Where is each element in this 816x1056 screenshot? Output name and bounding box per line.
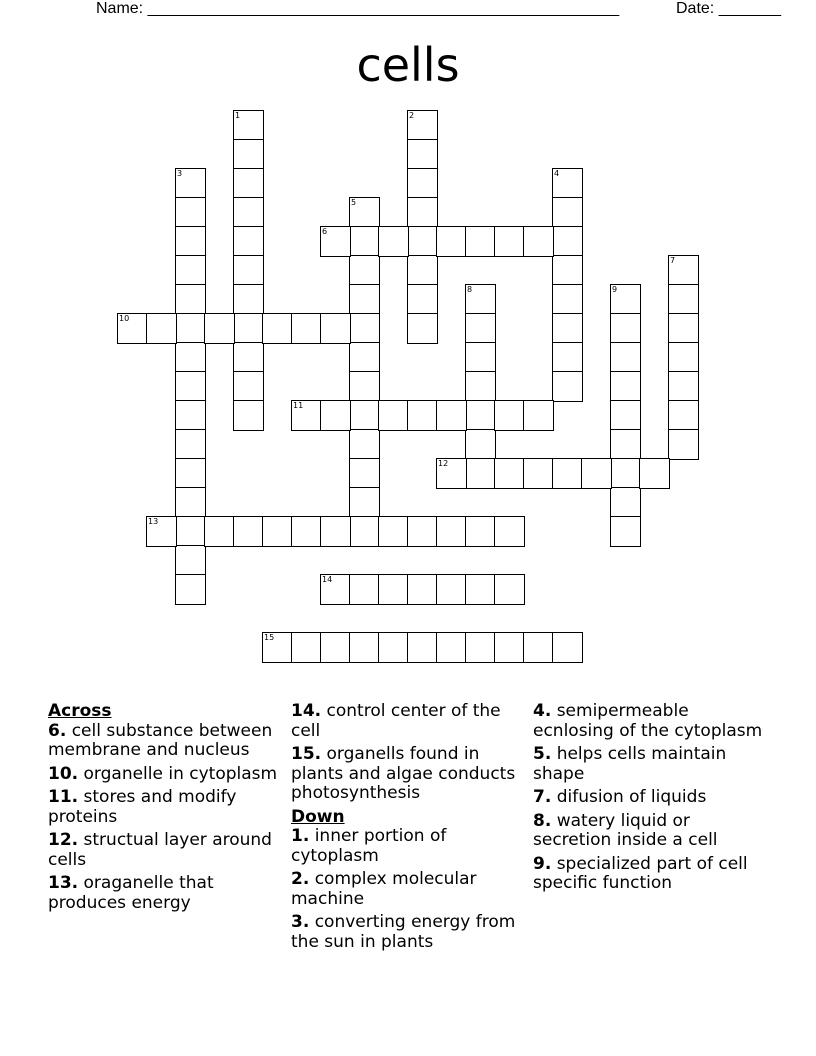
- crossword-cell[interactable]: [436, 632, 467, 663]
- clue-down-7: 7. difusion of liquids: [533, 787, 707, 807]
- crossword-cell[interactable]: [465, 429, 496, 460]
- crossword-cell[interactable]: [552, 371, 583, 402]
- crossword-cell[interactable]: [175, 487, 206, 518]
- crossword-cell[interactable]: [233, 139, 264, 170]
- crossword-cell[interactable]: [233, 400, 264, 431]
- crossword-cell[interactable]: [117, 313, 148, 344]
- crossword-cell[interactable]: [146, 516, 177, 547]
- clue-across-15: 15. organells found in plants and algae conducts photosynthesis: [291, 744, 516, 803]
- crossword-cell[interactable]: [465, 226, 496, 257]
- crossword-cell[interactable]: [465, 632, 496, 663]
- date-field-label: Date: _______: [676, 0, 781, 17]
- cell-number: 1: [235, 111, 241, 120]
- crossword-cell[interactable]: [581, 458, 612, 489]
- crossword-cell[interactable]: [494, 400, 525, 431]
- crossword-cell[interactable]: [523, 458, 554, 489]
- crossword-cell[interactable]: [668, 371, 699, 402]
- crossword-cell[interactable]: [668, 429, 699, 460]
- crossword-cell[interactable]: [175, 168, 206, 199]
- puzzle-title: cells: [356, 38, 460, 92]
- crossword-cell[interactable]: [233, 284, 264, 315]
- clue-across-13: 13. oraganelle that produces energy: [48, 873, 214, 913]
- clue-across-12: 12. structual layer around cells: [48, 830, 272, 870]
- crossword-cell[interactable]: [320, 574, 351, 605]
- clues-column-2: [291, 702, 526, 956]
- cell-number: 2: [409, 111, 415, 120]
- crossword-cell[interactable]: [552, 632, 583, 663]
- crossword-cell[interactable]: [349, 226, 380, 257]
- crossword-cell[interactable]: [175, 226, 206, 257]
- crossword-cell[interactable]: [349, 574, 380, 605]
- clues-column-1: [48, 702, 278, 917]
- crossword-cell[interactable]: [407, 255, 438, 286]
- crossword-cell[interactable]: [465, 400, 496, 431]
- crossword-cell[interactable]: [552, 255, 583, 286]
- clue-across-6: 6. cell substance between membrane and nucleus: [48, 720, 273, 760]
- clue-across-10: 10. organelle in cytoplasm: [48, 763, 278, 784]
- clue-down-4: 4. semipermeable ecnlosing of the cytoplasm: [533, 701, 763, 741]
- crossword-cell[interactable]: [204, 313, 235, 344]
- crossword-cell[interactable]: [349, 255, 380, 286]
- crossword-cell[interactable]: [320, 313, 351, 344]
- crossword-cell[interactable]: [175, 342, 206, 373]
- crossword-cell[interactable]: [349, 429, 380, 460]
- crossword-cell[interactable]: [552, 342, 583, 373]
- crossword-cell[interactable]: [349, 284, 380, 315]
- clue-across-14: 14. control center of the cell: [291, 701, 501, 741]
- crossword-cell[interactable]: [610, 371, 641, 402]
- crossword-cell[interactable]: [175, 400, 206, 431]
- crossword-cell[interactable]: [204, 516, 235, 547]
- cell-number: 7: [670, 256, 676, 265]
- cell-number: 12: [438, 459, 449, 468]
- crossword-cell[interactable]: [552, 458, 583, 489]
- crossword-cell[interactable]: [610, 313, 641, 344]
- crossword-cell[interactable]: [494, 458, 525, 489]
- crossword-cell[interactable]: [349, 342, 380, 373]
- crossword-cell[interactable]: [349, 400, 380, 431]
- clue-down-3: 3. converting energy from the sun in plants: [291, 912, 516, 952]
- cell-number: 4: [554, 169, 560, 178]
- crossword-cell[interactable]: [233, 342, 264, 373]
- name-field-label: Name: _____________________________________________________: [96, 0, 620, 17]
- crossword-cell[interactable]: [407, 574, 438, 605]
- crossword-cell[interactable]: [465, 284, 496, 315]
- crossword-cell[interactable]: [262, 313, 293, 344]
- clues-column-3: [533, 702, 768, 898]
- cell-number: 3: [177, 169, 183, 178]
- crossword-cell[interactable]: [465, 342, 496, 373]
- crossword-cell[interactable]: [320, 516, 351, 547]
- crossword-cell[interactable]: [320, 632, 351, 663]
- crossword-cell[interactable]: [523, 632, 554, 663]
- crossword-cell[interactable]: [407, 110, 438, 141]
- crossword-cell[interactable]: [494, 226, 525, 257]
- crossword-cell[interactable]: [639, 458, 670, 489]
- crossword-cell[interactable]: [407, 632, 438, 663]
- crossword-cell[interactable]: [465, 574, 496, 605]
- cell-number: 15: [264, 633, 275, 642]
- crossword-cell[interactable]: [378, 574, 409, 605]
- crossword-cell[interactable]: [610, 487, 641, 518]
- crossword-cell[interactable]: [349, 632, 380, 663]
- crossword-cell[interactable]: [233, 516, 264, 547]
- crossword-cell[interactable]: [436, 226, 467, 257]
- crossword-cell[interactable]: [407, 139, 438, 170]
- crossword-cell[interactable]: [552, 284, 583, 315]
- crossword-cell[interactable]: [668, 255, 699, 286]
- clue-down-9: 9. specialized part of cell specific function: [533, 853, 748, 893]
- crossword-cell[interactable]: [262, 516, 293, 547]
- cell-number: 6: [322, 227, 328, 236]
- crossword-cell[interactable]: [552, 313, 583, 344]
- crossword-cell[interactable]: [175, 313, 206, 344]
- crossword-cell[interactable]: [552, 226, 583, 257]
- crossword-cell[interactable]: [175, 197, 206, 228]
- crossword-cell[interactable]: [465, 313, 496, 344]
- crossword-cell[interactable]: [378, 632, 409, 663]
- cell-number: 11: [293, 401, 304, 410]
- cell-number: 10: [119, 314, 130, 323]
- across-heading: Across: [48, 701, 112, 721]
- cell-number: 5: [351, 198, 357, 207]
- cell-number: 9: [612, 285, 618, 294]
- clue-down-5: 5. helps cells maintain shape: [533, 744, 727, 784]
- crossword-cell[interactable]: [436, 400, 467, 431]
- crossword-cell[interactable]: [610, 429, 641, 460]
- crossword-cell[interactable]: [349, 458, 380, 489]
- crossword-cell[interactable]: [233, 110, 264, 141]
- clue-down-2: 2. complex molecular machine: [291, 869, 477, 909]
- crossword-cell[interactable]: [175, 458, 206, 489]
- clue-across-11: 11. stores and modify proteins: [48, 787, 237, 827]
- crossword-cell[interactable]: [494, 632, 525, 663]
- crossword-cell[interactable]: [320, 400, 351, 431]
- crossword-cell[interactable]: [668, 284, 699, 315]
- cell-number: 13: [148, 517, 159, 526]
- crossword-cell[interactable]: [668, 400, 699, 431]
- crossword-cell[interactable]: [233, 226, 264, 257]
- cell-number: 8: [467, 285, 473, 294]
- crossword-cell[interactable]: [668, 313, 699, 344]
- crossword-cell[interactable]: [668, 342, 699, 373]
- crossword-cell[interactable]: [291, 400, 322, 431]
- crossword-cell[interactable]: [465, 516, 496, 547]
- crossword-cell[interactable]: [233, 371, 264, 402]
- crossword-cell[interactable]: [291, 516, 322, 547]
- crossword-cell[interactable]: [436, 458, 467, 489]
- crossword-cell[interactable]: [552, 168, 583, 199]
- crossword-cell[interactable]: [175, 371, 206, 402]
- crossword-cell[interactable]: [407, 400, 438, 431]
- clue-down-1: 1. inner portion of cytoplasm: [291, 826, 447, 866]
- crossword-cell[interactable]: [407, 284, 438, 315]
- cell-number: 14: [322, 575, 333, 584]
- crossword-cell[interactable]: [349, 197, 380, 228]
- crossword-cell[interactable]: [349, 371, 380, 402]
- crossword-cell[interactable]: [262, 632, 293, 663]
- crossword-cell[interactable]: [436, 516, 467, 547]
- crossword-cell[interactable]: [494, 574, 525, 605]
- crossword-cell[interactable]: [291, 632, 322, 663]
- crossword-cell[interactable]: [610, 400, 641, 431]
- crossword-cell[interactable]: [407, 516, 438, 547]
- crossword-cell[interactable]: [610, 342, 641, 373]
- crossword-cell[interactable]: [465, 371, 496, 402]
- crossword-cell[interactable]: [378, 400, 409, 431]
- crossword-cell[interactable]: [407, 313, 438, 344]
- crossword-cell[interactable]: [407, 197, 438, 228]
- clue-down-8: 8. watery liquid or secretion inside a cell: [533, 810, 718, 850]
- crossword-cell[interactable]: [175, 574, 206, 605]
- crossword-cell[interactable]: [349, 487, 380, 518]
- crossword-cell[interactable]: [233, 255, 264, 286]
- crossword-cell[interactable]: [233, 197, 264, 228]
- crossword-cell[interactable]: [146, 313, 177, 344]
- crossword-cell[interactable]: [407, 226, 438, 257]
- crossword-cell[interactable]: [436, 574, 467, 605]
- crossword-cell[interactable]: [552, 197, 583, 228]
- crossword-cell[interactable]: [349, 313, 380, 344]
- crossword-cell[interactable]: [378, 516, 409, 547]
- crossword-cell[interactable]: [465, 458, 496, 489]
- crossword-cell[interactable]: [175, 255, 206, 286]
- crossword-cell[interactable]: [523, 226, 554, 257]
- crossword-cell[interactable]: [407, 168, 438, 199]
- crossword-cell[interactable]: [320, 226, 351, 257]
- crossword-cell[interactable]: [610, 516, 641, 547]
- crossword-cell[interactable]: [610, 284, 641, 315]
- crossword-cell[interactable]: [233, 168, 264, 199]
- crossword-cell[interactable]: [175, 545, 206, 576]
- crossword-cell[interactable]: [175, 284, 206, 315]
- crossword-cell[interactable]: [233, 313, 264, 344]
- crossword-cell[interactable]: [523, 400, 554, 431]
- crossword-cell[interactable]: [378, 226, 409, 257]
- crossword-cell[interactable]: [175, 429, 206, 460]
- crossword-cell[interactable]: [610, 458, 641, 489]
- crossword-cell[interactable]: [494, 516, 525, 547]
- crossword-cell[interactable]: [349, 516, 380, 547]
- down-heading: Down: [291, 806, 345, 827]
- crossword-cell[interactable]: [291, 313, 322, 344]
- crossword-cell[interactable]: [175, 516, 206, 547]
